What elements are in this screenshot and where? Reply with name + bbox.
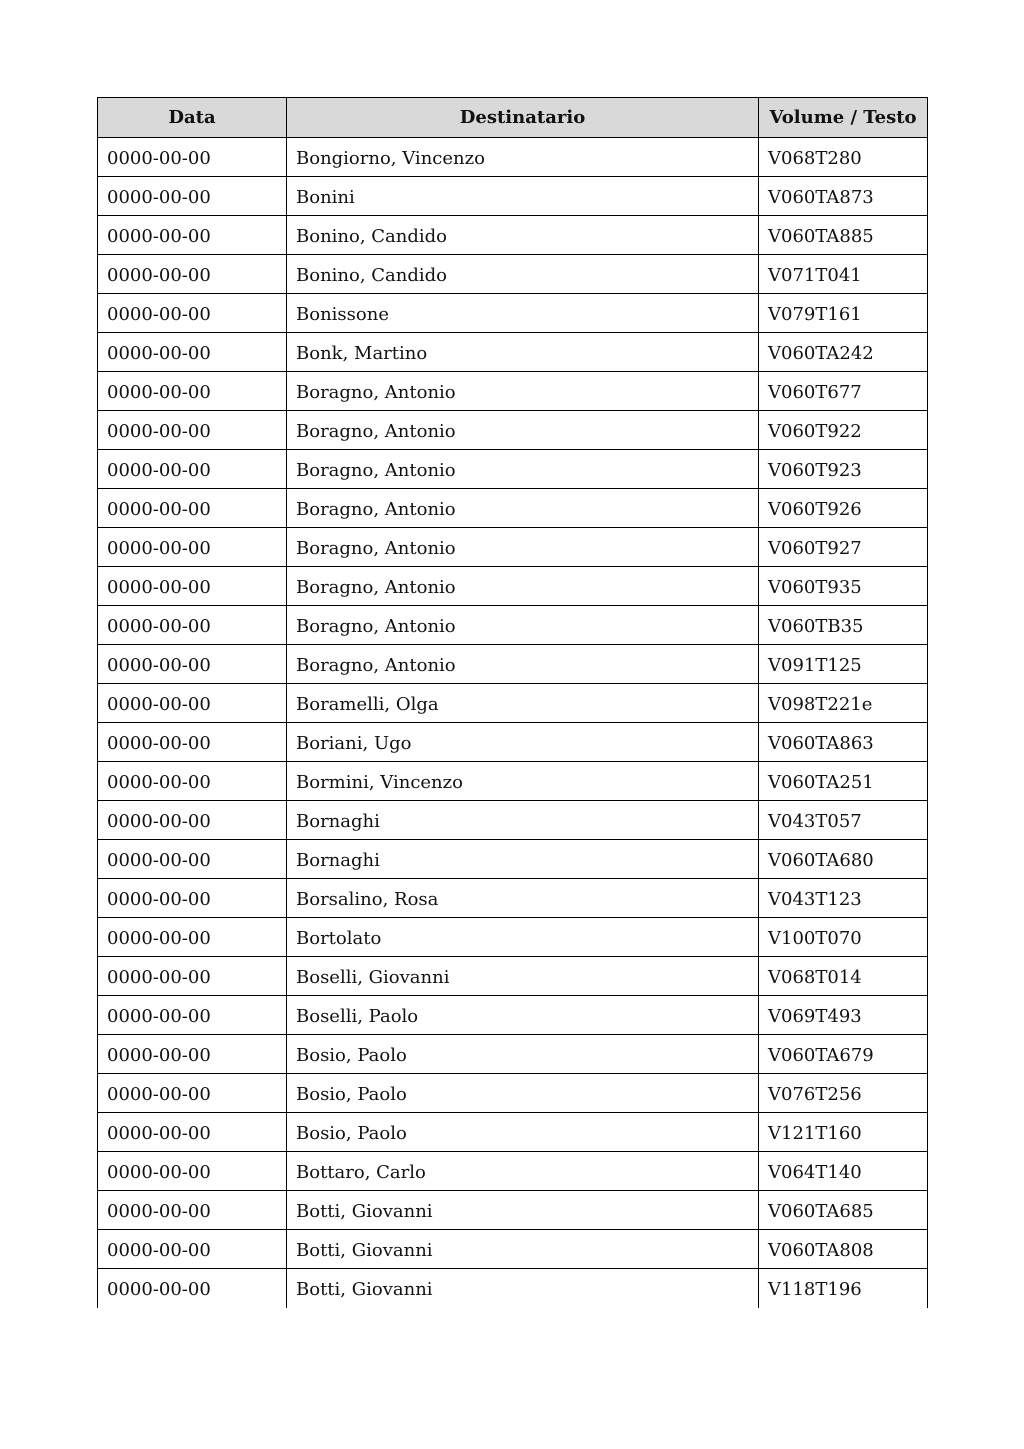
cell-destinatario: Bonissone — [287, 294, 759, 333]
cell-data: 0000-00-00 — [98, 1230, 287, 1269]
cell-data: 0000-00-00 — [98, 216, 287, 255]
cell-volume: V043T123 — [759, 879, 928, 918]
cell-volume: V060T922 — [759, 411, 928, 450]
cell-data: 0000-00-00 — [98, 528, 287, 567]
cell-destinatario: Bonini — [287, 177, 759, 216]
cell-data: 0000-00-00 — [98, 411, 287, 450]
cell-destinatario: Bornaghi — [287, 801, 759, 840]
table-row — [98, 567, 928, 606]
header-row — [98, 98, 928, 138]
table-row — [98, 645, 928, 684]
cell-data: 0000-00-00 — [98, 294, 287, 333]
table-row — [98, 606, 928, 645]
cell-volume: V060TA863 — [759, 723, 928, 762]
table-row — [98, 177, 928, 216]
cell-destinatario: Bornaghi — [287, 840, 759, 879]
table-row — [98, 216, 928, 255]
cell-volume: V076T256 — [759, 1074, 928, 1113]
cell-destinatario: Bonino, Candido — [287, 255, 759, 294]
cell-destinatario: Bosio, Paolo — [287, 1113, 759, 1152]
cell-volume: V098T221e — [759, 684, 928, 723]
table-row — [98, 294, 928, 333]
table-row — [98, 918, 928, 957]
cell-data: 0000-00-00 — [98, 918, 287, 957]
cell-data: 0000-00-00 — [98, 723, 287, 762]
table-row — [98, 1113, 928, 1152]
cell-destinatario: Bormini, Vincenzo — [287, 762, 759, 801]
cell-volume: V064T140 — [759, 1152, 928, 1191]
table-row — [98, 801, 928, 840]
cell-data: 0000-00-00 — [98, 1074, 287, 1113]
table-row — [98, 762, 928, 801]
cell-volume: V091T125 — [759, 645, 928, 684]
cell-data: 0000-00-00 — [98, 1269, 287, 1308]
cell-data: 0000-00-00 — [98, 1035, 287, 1074]
table-header — [98, 98, 928, 138]
cell-data: 0000-00-00 — [98, 840, 287, 879]
cell-data: 0000-00-00 — [98, 567, 287, 606]
table-row — [98, 957, 928, 996]
cell-destinatario: Boragno, Antonio — [287, 606, 759, 645]
cell-data: 0000-00-00 — [98, 996, 287, 1035]
cell-destinatario: Bortolato — [287, 918, 759, 957]
cell-destinatario: Boragno, Antonio — [287, 489, 759, 528]
cell-destinatario: Boselli, Giovanni — [287, 957, 759, 996]
cell-destinatario: Boragno, Antonio — [287, 528, 759, 567]
cell-volume: V060T677 — [759, 372, 928, 411]
cell-destinatario: Bonk, Martino — [287, 333, 759, 372]
cell-volume: V060T927 — [759, 528, 928, 567]
cell-data: 0000-00-00 — [98, 1152, 287, 1191]
cell-volume: V060T923 — [759, 450, 928, 489]
column-header-volume: Volume / Testo — [759, 98, 928, 138]
table-row — [98, 879, 928, 918]
table-row — [98, 1269, 928, 1308]
cell-destinatario: Bottaro, Carlo — [287, 1152, 759, 1191]
cell-volume: V068T280 — [759, 138, 928, 177]
cell-destinatario: Bosio, Paolo — [287, 1035, 759, 1074]
table-row — [98, 528, 928, 567]
cell-destinatario: Boramelli, Olga — [287, 684, 759, 723]
table-row — [98, 255, 928, 294]
cell-data: 0000-00-00 — [98, 1113, 287, 1152]
cell-destinatario: Boriani, Ugo — [287, 723, 759, 762]
cell-destinatario: Boragno, Antonio — [287, 450, 759, 489]
cell-data: 0000-00-00 — [98, 801, 287, 840]
table-row — [98, 840, 928, 879]
cell-data: 0000-00-00 — [98, 1191, 287, 1230]
table-row — [98, 489, 928, 528]
cell-data: 0000-00-00 — [98, 177, 287, 216]
cell-data: 0000-00-00 — [98, 489, 287, 528]
table-row — [98, 996, 928, 1035]
cell-destinatario: Boragno, Antonio — [287, 411, 759, 450]
cell-volume: V060TA679 — [759, 1035, 928, 1074]
table-body — [98, 138, 928, 1308]
cell-destinatario: Boragno, Antonio — [287, 645, 759, 684]
cell-destinatario: Bosio, Paolo — [287, 1074, 759, 1113]
cell-data: 0000-00-00 — [98, 333, 287, 372]
table-row — [98, 138, 928, 177]
cell-volume: V100T070 — [759, 918, 928, 957]
cell-data: 0000-00-00 — [98, 138, 287, 177]
column-header-data: Data — [98, 98, 287, 138]
cell-volume: V121T160 — [759, 1113, 928, 1152]
table-row — [98, 1035, 928, 1074]
table-row — [98, 1191, 928, 1230]
cell-destinatario: Botti, Giovanni — [287, 1191, 759, 1230]
cell-volume: V060TA873 — [759, 177, 928, 216]
cell-destinatario: Bonino, Candido — [287, 216, 759, 255]
table-row — [98, 1074, 928, 1113]
table-row — [98, 372, 928, 411]
table-row — [98, 450, 928, 489]
letters-table — [97, 97, 928, 1308]
cell-destinatario: Bongiorno, Vincenzo — [287, 138, 759, 177]
cell-volume: V118T196 — [759, 1269, 928, 1308]
cell-destinatario: Boragno, Antonio — [287, 567, 759, 606]
cell-data: 0000-00-00 — [98, 450, 287, 489]
cell-volume: V060TA685 — [759, 1191, 928, 1230]
table-row — [98, 684, 928, 723]
cell-volume: V060T935 — [759, 567, 928, 606]
table-row — [98, 411, 928, 450]
cell-data: 0000-00-00 — [98, 372, 287, 411]
cell-volume: V060T926 — [759, 489, 928, 528]
table-row — [98, 333, 928, 372]
cell-data: 0000-00-00 — [98, 879, 287, 918]
cell-data: 0000-00-00 — [98, 762, 287, 801]
cell-volume: V069T493 — [759, 996, 928, 1035]
cell-volume: V060TA808 — [759, 1230, 928, 1269]
cell-data: 0000-00-00 — [98, 255, 287, 294]
cell-destinatario: Boselli, Paolo — [287, 996, 759, 1035]
cell-destinatario: Botti, Giovanni — [287, 1269, 759, 1308]
cell-data: 0000-00-00 — [98, 684, 287, 723]
cell-volume: V060TA242 — [759, 333, 928, 372]
cell-data: 0000-00-00 — [98, 645, 287, 684]
cell-volume: V079T161 — [759, 294, 928, 333]
cell-volume: V068T014 — [759, 957, 928, 996]
cell-volume: V060TB35 — [759, 606, 928, 645]
column-header-destinatario: Destinatario — [287, 98, 759, 138]
cell-destinatario: Botti, Giovanni — [287, 1230, 759, 1269]
cell-volume: V060TA680 — [759, 840, 928, 879]
cell-data: 0000-00-00 — [98, 957, 287, 996]
table-row — [98, 1152, 928, 1191]
table-row — [98, 723, 928, 762]
table-row — [98, 1230, 928, 1269]
cell-volume: V043T057 — [759, 801, 928, 840]
cell-volume: V071T041 — [759, 255, 928, 294]
cell-volume: V060TA251 — [759, 762, 928, 801]
cell-data: 0000-00-00 — [98, 606, 287, 645]
cell-destinatario: Boragno, Antonio — [287, 372, 759, 411]
cell-destinatario: Borsalino, Rosa — [287, 879, 759, 918]
cell-volume: V060TA885 — [759, 216, 928, 255]
